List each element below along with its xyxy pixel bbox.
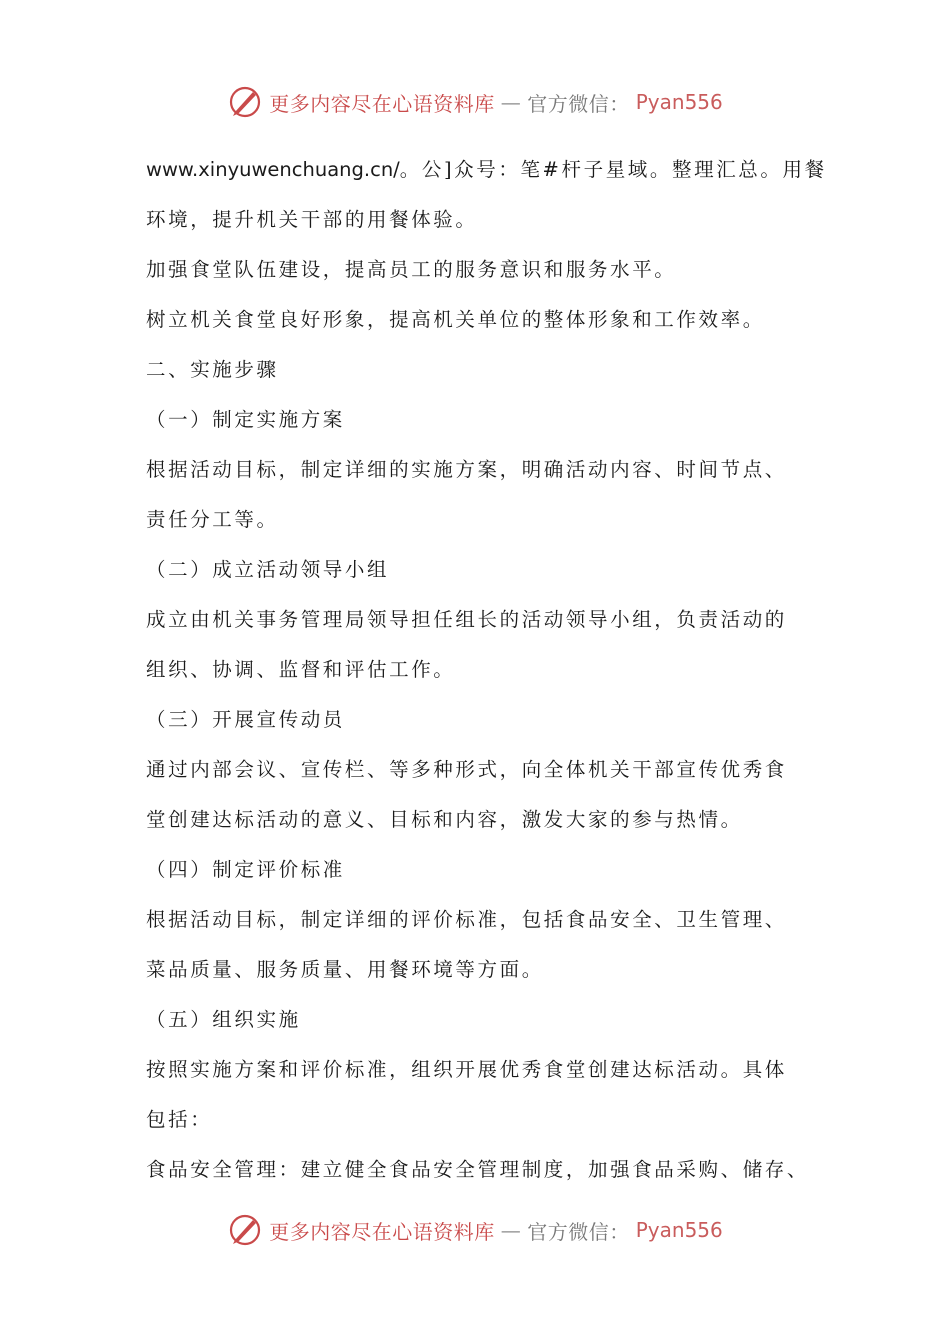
section-heading: 二、实施步骤 [146, 358, 279, 381]
body-line: 包括： [146, 1108, 213, 1131]
body-line: 组织、协调、监督和评估工作。 [146, 658, 456, 681]
body-line: 按照实施方案和评价标准，组织开展优秀食堂创建达标活动。具体 [146, 1058, 787, 1081]
header-watermark [0, 82, 950, 122]
body-line: 树立机关食堂良好形象，提高机关单位的整体形象和工作效率。 [146, 308, 765, 331]
body-line: 成立由机关事务管理局领导担任组长的活动领导小组，负责活动的 [146, 608, 787, 631]
watermark-text: 更多内容尽在心语资料库 [269, 91, 495, 116]
subsection-heading: （三）开展宣传动员 [146, 708, 345, 731]
body-line [146, 150, 836, 200]
watermark-dash: — [500, 1218, 522, 1242]
watermark-wechat-id: Pyan556 [635, 1218, 723, 1242]
body-line: 责任分工等。 [146, 508, 279, 531]
body-line: 根据活动目标，制定详细的评价标准，包括食品安全、卫生管理、 [146, 908, 787, 931]
watermark-wechat-label: 官方微信： [527, 91, 630, 116]
body-line: 环境，提升机关干部的用餐体验。 [146, 208, 478, 231]
body-line-text: 。公]众号：笔#杆子星域。整理汇总。用餐 [399, 158, 827, 181]
quill-pen-logo-icon [227, 84, 263, 120]
watermark-dash: — [500, 90, 522, 114]
body-line: 食品安全管理：建立健全食品安全管理制度，加强食品采购、储存、 [146, 1158, 810, 1181]
body-line: 加强食堂队伍建设，提高员工的服务意识和服务水平。 [146, 258, 677, 281]
body-line: 堂创建达标活动的意义、目标和内容，激发大家的参与热情。 [146, 808, 743, 831]
watermark-text: 更多内容尽在心语资料库 [269, 1219, 495, 1244]
subsection-heading: （四）制定评价标准 [146, 858, 345, 881]
body-line: 菜品质量、服务质量、用餐环境等方面。 [146, 958, 544, 981]
watermark-wechat-label: 官方微信： [527, 1219, 630, 1244]
body-line: 根据活动目标，制定详细的实施方案，明确活动内容、时间节点、 [146, 458, 787, 481]
watermark-wechat-id: Pyan556 [635, 90, 723, 114]
document-body [146, 150, 836, 1200]
subsection-heading: （一）制定实施方案 [146, 408, 345, 431]
subsection-heading: （五）组织实施 [146, 1008, 301, 1031]
footer-watermark [0, 1210, 950, 1250]
body-line: 通过内部会议、宣传栏、等多种形式，向全体机关干部宣传优秀食 [146, 758, 787, 781]
source-url: www.xinyuwenchuang.cn/ [146, 158, 400, 181]
quill-pen-logo-icon [227, 1212, 263, 1248]
subsection-heading: （二）成立活动领导小组 [146, 558, 390, 581]
